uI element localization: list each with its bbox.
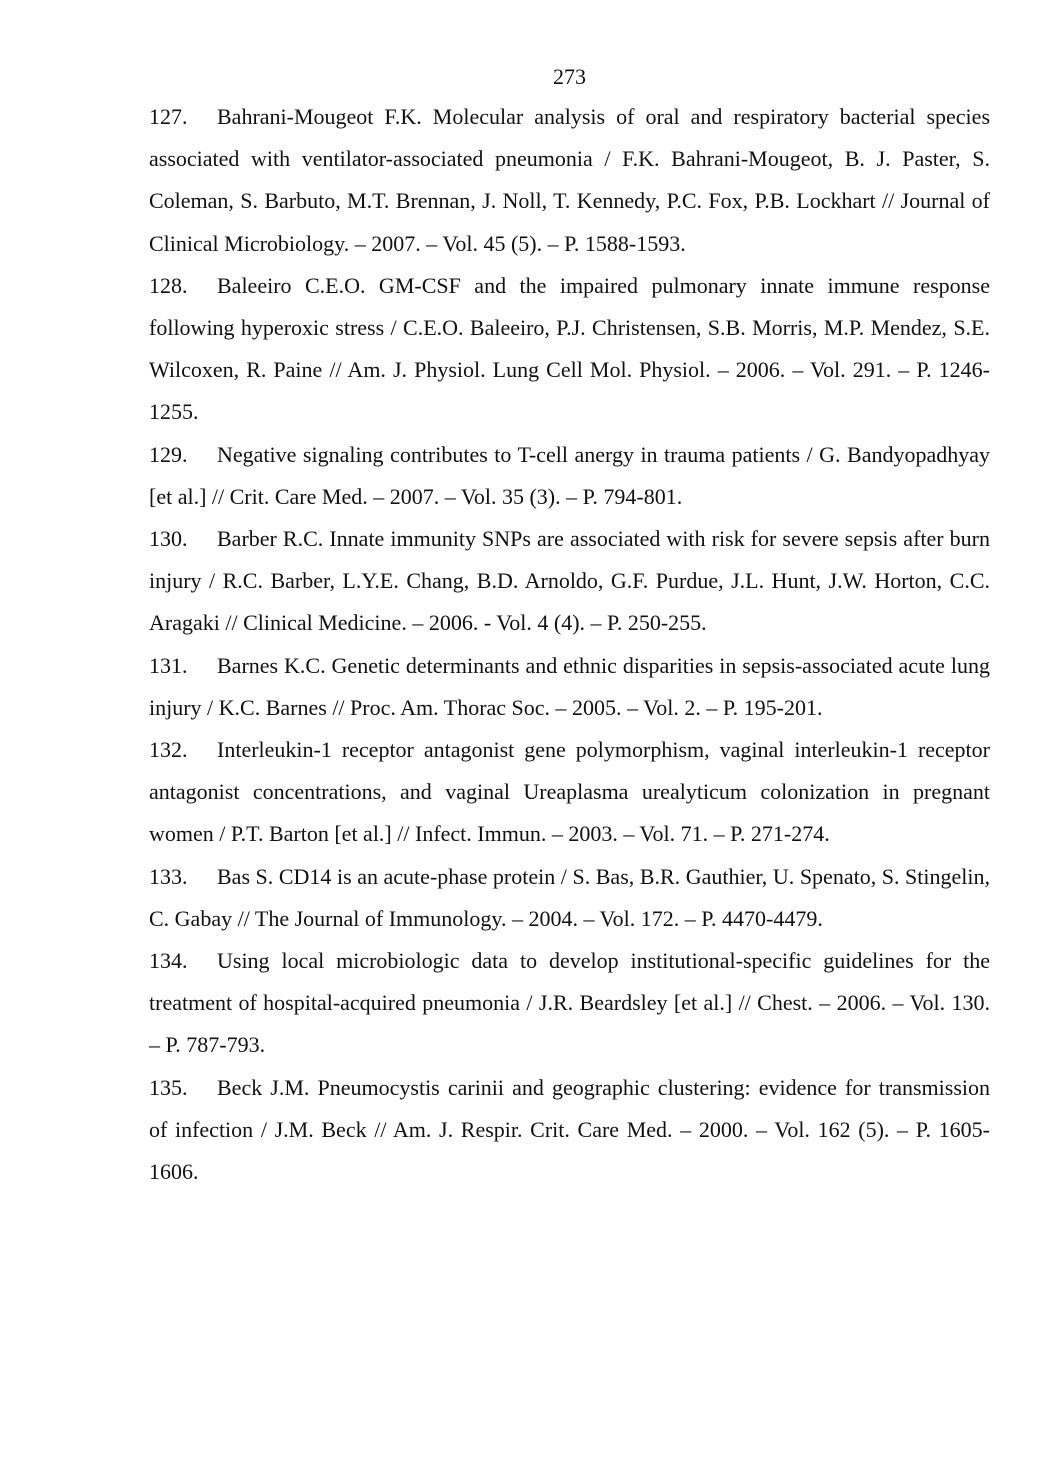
reference-text: Negative signaling contributes to T-cell anergy in trauma patients / G. Bandyopadhyay [et al.] // Crit. Care Med. – 2007. – Vol. 35 (3). – P. 794-801. [149, 441, 990, 509]
reference-item [149, 265, 990, 434]
reference-number: 130. [149, 526, 188, 552]
reference-number: 131. [149, 652, 188, 678]
reference-text: Bahrani-Mougeot F.K. Molecular analysis of oral and respiratory bacterial species associated with ventilator-associated pneumonia / F.K. Bahrani-Mougeot, B. J. Paster, S. Coleman, S. Barbuto, M.T. Brennan, J. Noll, T. Kennedy, P.C. Fox, P.B. Lockhart // Journal of Clinical Microbiology. – 2007. – Vol. 45 (5). – P. 1588-1593. [149, 104, 990, 256]
reference-text: Baleeiro C.E.O. GM-CSF and the impaired pulmonary innate immune response following hyperoxic stress / C.E.O. Baleeiro, P.J. Christensen, S.B. Morris, M.P. Mendez, S.E. Wilcoxen, R. Paine // Am. J. Physiol. Lung Cell Mol. Physiol. – 2006. – Vol. 291. – P. 1246-1255. [149, 272, 990, 425]
reference-item [149, 434, 990, 518]
reference-item [149, 729, 990, 856]
reference-text: Bas S. CD14 is an acute-phase protein / S. Bas, B.R. Gauthier, U. Spenato, S. Stingelin, C. Gabay // The Journal of Immunology. – 2004. – Vol. 172. – P. 4470-4479. [149, 863, 990, 931]
reference-item [149, 645, 990, 729]
reference-number: 132. [149, 737, 188, 763]
reference-number: 135. [149, 1074, 188, 1100]
reference-item [149, 1067, 990, 1194]
reference-number: 129. [149, 441, 188, 467]
reference-number: 134. [149, 948, 188, 974]
reference-number: 127. [149, 104, 188, 129]
reference-number: 128. [149, 272, 188, 298]
page-number: 273 [553, 64, 586, 89]
reference-text: Beck J.M. Pneumocystis carinii and geographic clustering: evidence for transmission of infection / J.M. Beck // Am. J. Respir. Crit. Care Med. – 2000. – Vol. 162 (5). – P. 1605-1606. [149, 1074, 990, 1185]
reference-list [149, 96, 990, 1193]
reference-item [149, 518, 990, 645]
reference-item [149, 940, 990, 1067]
reference-text: Barnes K.C. Genetic determinants and ethnic disparities in sepsis-associated acute lung injury / K.C. Barnes // Proc. Am. Thorac Soc. – 2005. – Vol. 2. – P. 195-201. [149, 652, 990, 720]
reference-text: Using local microbiologic data to develop institutional-specific guidelines for the treatment of hospital-acquired pneumonia / J.R. Beardsley [et al.] // Chest. – 2006. – Vol. 130. – P. 787-793. [149, 948, 990, 1058]
reference-item [149, 856, 990, 940]
reference-number: 133. [149, 863, 188, 889]
reference-item [149, 96, 990, 265]
reference-text: Interleukin-1 receptor antagonist gene polymorphism, vaginal interleukin-1 receptor antagonist concentrations, and vaginal Ureaplasma urealyticum colonization in pregnant women / P.T. Barton [et al.] // Infect. Immun. – 2003. – Vol. 71. – P. 271-274. [149, 737, 990, 847]
reference-text: Barber R.C. Innate immunity SNPs are associated with risk for severe sepsis after burn injury / R.C. Barber, L.Y.E. Chang, B.D. Arnoldo, G.F. Purdue, J.L. Hunt, J.W. Horton, C.C. Aragaki // Clinical Medicine. – 2006. - Vol. 4 (4). – P. 250-255. [149, 526, 990, 636]
